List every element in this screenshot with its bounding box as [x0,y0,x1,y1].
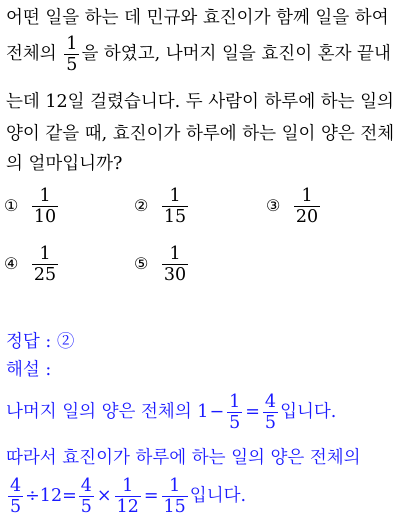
fraction-denominator: 12 [116,497,139,517]
fraction-numerator: 1 [169,186,181,206]
solution-line-3 [6,476,246,517]
solution-line-3-post: 입니다. [189,486,247,506]
fraction-numerator: 4 [10,476,22,496]
choice-5[interactable] [134,244,190,285]
solution-line-1-pre: 나머지 일의 양은 전체의 1 [6,402,209,422]
problem-line-1: 어떤 일을 하는 데 민규와 효진이가 함께 일을 하여 [6,8,389,28]
choice-4[interactable] [4,244,60,285]
problem-line-2-pre: 전체의 [6,44,57,64]
answer-line: 정답 : ② [6,332,75,352]
choice-marker: ④ [4,254,19,273]
fraction-numerator: 4 [80,476,92,496]
equals-sign: = [245,402,260,422]
fraction-numerator: 1 [39,186,51,206]
fraction-numerator: 1 [229,392,241,412]
choice-2[interactable] [134,186,190,227]
solution-fraction [79,476,94,517]
problem-line-4: 양이 같을 때, 효진이가 하루에 하는 일이 양은 전체 [6,124,395,144]
fraction-denominator: 10 [33,207,57,227]
solution-fraction [8,476,23,517]
choice-3[interactable] [266,186,322,227]
solution-fraction [263,392,278,433]
fraction-denominator: 5 [229,413,241,433]
problem-line-5: 의 얼마입니까? [6,154,123,174]
choice-fraction [294,186,320,227]
fraction-denominator: 20 [295,207,319,227]
choice-marker: ③ [266,196,281,215]
fraction-denominator: 5 [10,497,22,517]
solution-fraction [115,476,141,517]
times-sign: × [96,486,112,506]
fraction-numerator: 1 [169,244,181,264]
fraction-numerator: 1 [122,476,134,496]
solution-line-1 [6,392,336,433]
choice-marker: ① [4,196,19,215]
fraction-denominator: 15 [163,207,187,227]
choice-marker: ⑤ [134,254,149,273]
solution-line-1-post: 입니다. [280,402,337,422]
choice-fraction [162,244,188,285]
fraction-denominator: 5 [80,497,92,517]
solution-fraction [227,392,242,433]
fraction-denominator: 25 [33,265,57,285]
problem-line-2-post: 을 하였고, 나머지 일을 효진이 혼자 끝내 [81,44,391,64]
fraction-numerator: 4 [264,392,277,412]
choice-fraction [32,244,58,285]
solution-fraction [162,476,188,517]
solution-line-2: 따라서 효진이가 하루에 하는 일의 양은 전체의 [6,448,361,468]
division-expr: ÷12= [25,486,77,506]
choice-1[interactable] [4,186,60,227]
minus-sign: − [209,402,225,422]
equals-sign: = [143,486,159,506]
fraction-denominator: 5 [264,413,277,433]
explanation-label: 해설 : [6,360,52,380]
problem-line-2 [6,34,391,75]
fraction-numerator: 1 [169,476,181,496]
fraction-numerator: 1 [301,186,313,206]
problem-line-3: 는데 12일 걸렸습니다. 두 사람이 하루에 하는 일의 [6,92,394,112]
fraction-denominator: 5 [66,55,78,75]
fraction-numerator: 1 [66,34,78,54]
fraction-denominator: 15 [163,497,186,517]
choice-fraction [32,186,58,227]
fraction-denominator: 30 [163,265,187,285]
choice-marker: ② [134,196,149,215]
fraction-numerator: 1 [39,244,51,264]
choice-fraction [162,186,188,227]
fraction-one-fifth [64,34,79,75]
